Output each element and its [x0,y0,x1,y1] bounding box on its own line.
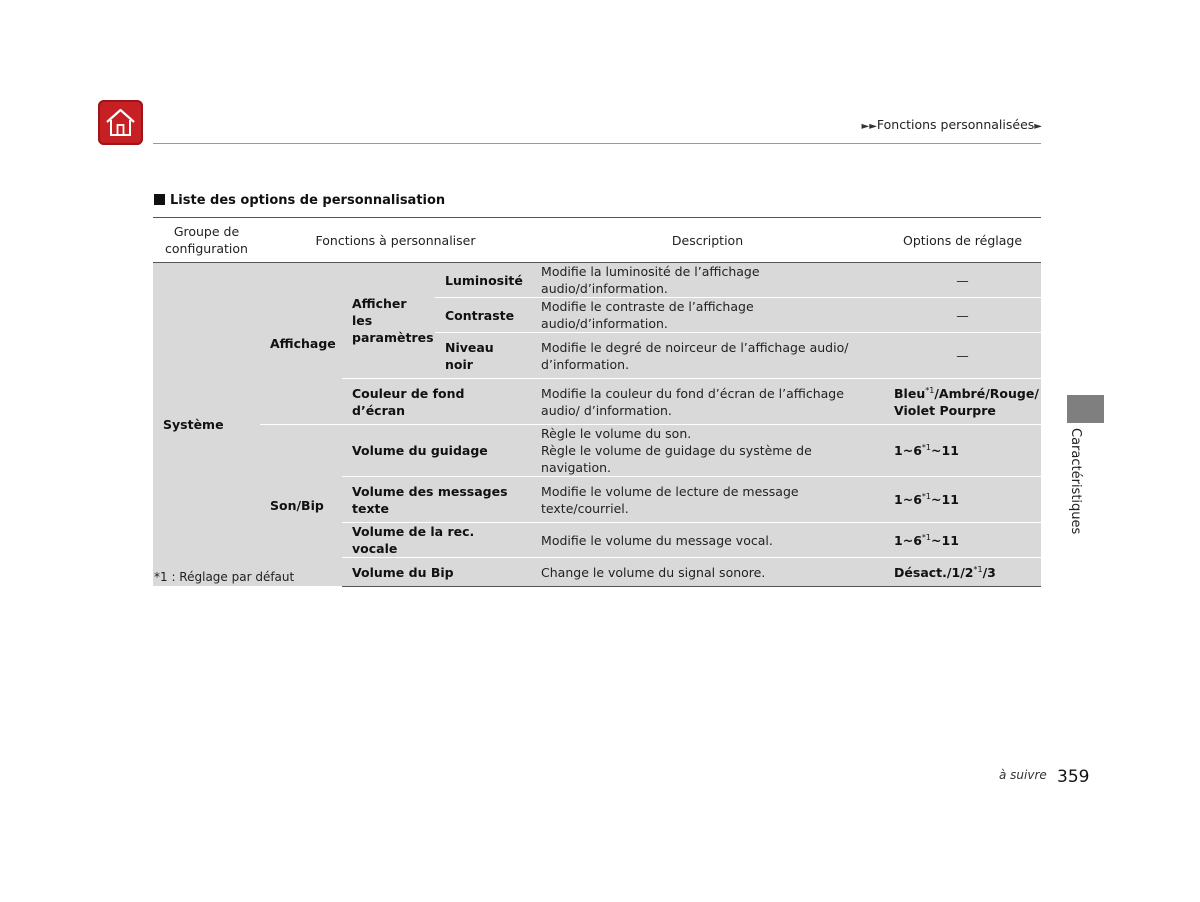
table-row [153,263,1041,298]
square-bullet-icon [154,194,165,205]
customization-table [153,217,1041,587]
function-brightness: Luminosité [435,263,531,298]
footnote: *1 : Réglage par défaut [154,570,295,584]
subgroup-sound: Son/Bip [260,425,342,587]
function-text-message-volume: Volume des messages texte [342,477,531,523]
home-icon[interactable] [98,100,143,145]
continued-label: à suivre [999,768,1047,782]
breadcrumb-label: Fonctions personnalisées [876,117,1035,132]
description-brightness: Modifie la luminosité de l’affichage audio/d’information. [531,263,884,298]
breadcrumb[interactable] [862,117,1043,132]
option-contrast: — [884,298,1041,333]
table-row [153,425,1041,477]
description-guidance-volume: Règle le volume du son. Règle le volume de guidage du système de navigation. [531,425,884,477]
option-text-message-volume: 1~6$^{*1}$~11 [884,477,1041,523]
function-beep-volume: Volume du Bip [342,558,531,587]
function-guidance-volume: Volume du guidage [342,425,531,477]
function-voice-memo-volume: Volume de la rec. vocale [342,523,531,558]
option-voice-memo-volume: 1~6$^{*1}$~11 [884,523,1041,558]
function-black-level: Niveau noir [435,333,531,379]
description-text-message-volume: Modifie le volume de lecture de message texte/courriel. [531,477,884,523]
house-glyph [104,106,137,139]
section-title-text: Liste des options de personnalisation [170,193,446,208]
description-voice-memo-volume: Modifie le volume du message vocal. [531,523,884,558]
column-header-description: Description [531,218,884,263]
header-divider [153,143,1041,144]
description-wallpaper-color: Modifie la couleur du fond d’écran de l’affichage audio/ d’information. [531,379,884,425]
description-contrast: Modifie le contraste de l’affichage audio/d’information. [531,298,884,333]
display-settings-label: Afficher les paramètres [342,263,435,379]
option-guidance-volume: 1~6$^{*1}$~11 [884,425,1041,477]
description-beep-volume: Change le volume du signal sonore. [531,558,884,587]
option-brightness: — [884,263,1041,298]
chapter-tab[interactable] [1067,395,1104,423]
column-header-options: Options de réglage [884,218,1041,263]
column-header-function: Fonctions à personnaliser [260,218,531,263]
group-system: Système [153,263,260,587]
page-number: 359 [1057,767,1090,787]
breadcrumb-arrows: ►► [861,121,877,132]
option-wallpaper-color: Bleu$^{*1}$/Ambré/Rouge/ Violet Pourpre [884,379,1041,425]
breadcrumb-arrow-end: ► [1034,121,1042,132]
subgroup-display: Affichage [260,263,342,425]
column-header-group: Groupe de configuration [153,218,260,263]
option-beep-volume: Désact./1/2$^{*1}$/3 [884,558,1041,587]
option-black-level: — [884,333,1041,379]
function-wallpaper-color: Couleur de fond d’écran [342,379,531,425]
chapter-label: Caractéristiques [1068,428,1083,535]
description-black-level: Modifie le degré de noirceur de l’affichage audio/ d’information. [531,333,884,379]
function-contrast: Contraste [435,298,531,333]
section-title [154,193,445,208]
table-header-row [153,218,1041,263]
